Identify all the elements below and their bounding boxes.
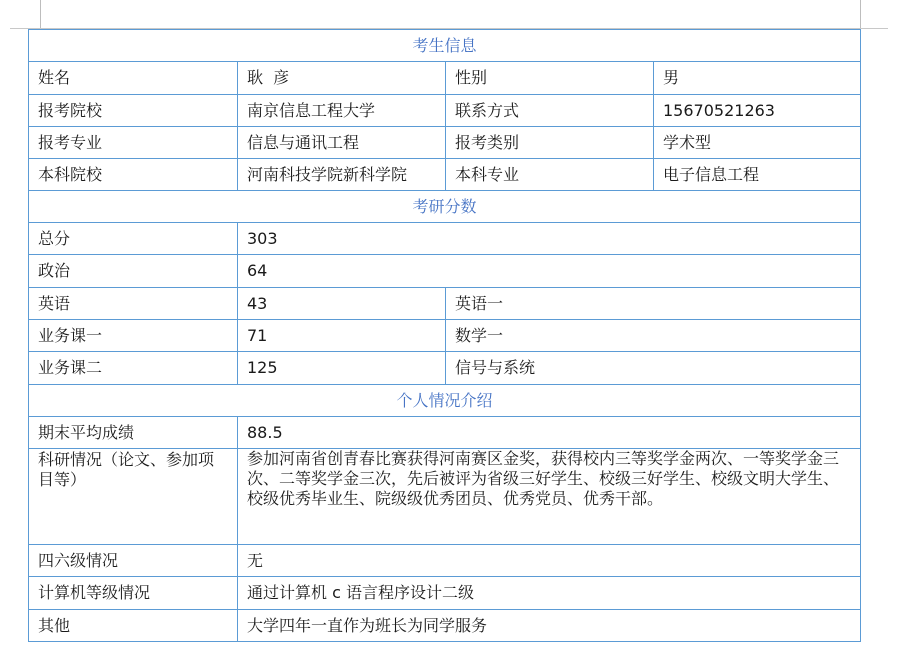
- section-row-examinee: [29, 30, 861, 62]
- value-target-major: 信息与通讯工程: [238, 127, 446, 159]
- label-english: 英语: [29, 288, 238, 320]
- table-row: [29, 449, 861, 545]
- table-row: [29, 320, 861, 352]
- value-research: 参加河南省创青春比赛获得河南赛区金奖，获得校内三等奖学金两次、一等奖学金三次、二等奖学金三次，先后被评为省级三好学生、校级三好学生、校级文明大学生、校级优秀毕业生、院级级优秀团员、优秀党员、优秀干部。: [238, 449, 861, 545]
- label-gender: 性别: [446, 62, 654, 95]
- label-politics: 政治: [29, 255, 238, 288]
- table-row: [29, 62, 861, 95]
- table-row: [29, 610, 861, 642]
- label-gpa: 期末平均成绩: [29, 417, 238, 449]
- page-edge-right: [860, 0, 861, 28]
- subject-course-one: 数学一: [446, 320, 861, 352]
- label-undergrad-school: 本科院校: [29, 159, 238, 191]
- value-contact: 15670521263: [654, 95, 861, 127]
- label-other: 其他: [29, 610, 238, 642]
- section-title-personal: 个人情况介绍: [29, 385, 861, 417]
- subject-course-two: 信号与系统: [446, 352, 861, 385]
- section-row-personal: [29, 385, 861, 417]
- value-computer-level: 通过计算机 c 语言程序设计二级: [238, 577, 861, 610]
- label-computer-level: 计算机等级情况: [29, 577, 238, 610]
- value-other: 大学四年一直作为班长为同学服务: [238, 610, 861, 642]
- table-row: [29, 127, 861, 159]
- table-row: [29, 417, 861, 449]
- label-target-major: 报考专业: [29, 127, 238, 159]
- value-english: 43: [238, 288, 446, 320]
- table-row: [29, 255, 861, 288]
- label-apply-type: 报考类别: [446, 127, 654, 159]
- table-row: [29, 95, 861, 127]
- subject-english: 英语一: [446, 288, 861, 320]
- section-row-scores: [29, 191, 861, 223]
- label-course-two: 业务课二: [29, 352, 238, 385]
- section-title-scores: 考研分数: [29, 191, 861, 223]
- value-undergrad-school: 河南科技学院新科学院: [238, 159, 446, 191]
- table-row: [29, 545, 861, 577]
- value-gender: 男: [654, 62, 861, 95]
- table-row: [29, 223, 861, 255]
- table-row: [29, 288, 861, 320]
- value-course-one: 71: [238, 320, 446, 352]
- section-title-examinee: 考生信息: [29, 30, 861, 62]
- value-course-two: 125: [238, 352, 446, 385]
- label-undergrad-major: 本科专业: [446, 159, 654, 191]
- table-row: [29, 577, 861, 610]
- label-target-school: 报考院校: [29, 95, 238, 127]
- application-form-table: [28, 29, 861, 642]
- value-target-school: 南京信息工程大学: [238, 95, 446, 127]
- label-name: 姓名: [29, 62, 238, 95]
- label-research: 科研情况（论文、参加项目等）: [29, 449, 238, 545]
- value-name: 耿 彦: [238, 62, 446, 95]
- value-total-score: 303: [238, 223, 861, 255]
- label-cet: 四六级情况: [29, 545, 238, 577]
- label-total-score: 总分: [29, 223, 238, 255]
- page-edge-left: [40, 0, 41, 28]
- value-apply-type: 学术型: [654, 127, 861, 159]
- label-contact: 联系方式: [446, 95, 654, 127]
- value-gpa: 88.5: [238, 417, 861, 449]
- value-undergrad-major: 电子信息工程: [654, 159, 861, 191]
- value-politics: 64: [238, 255, 861, 288]
- table-row: [29, 159, 861, 191]
- value-cet: 无: [238, 545, 861, 577]
- label-course-one: 业务课一: [29, 320, 238, 352]
- table-row: [29, 352, 861, 385]
